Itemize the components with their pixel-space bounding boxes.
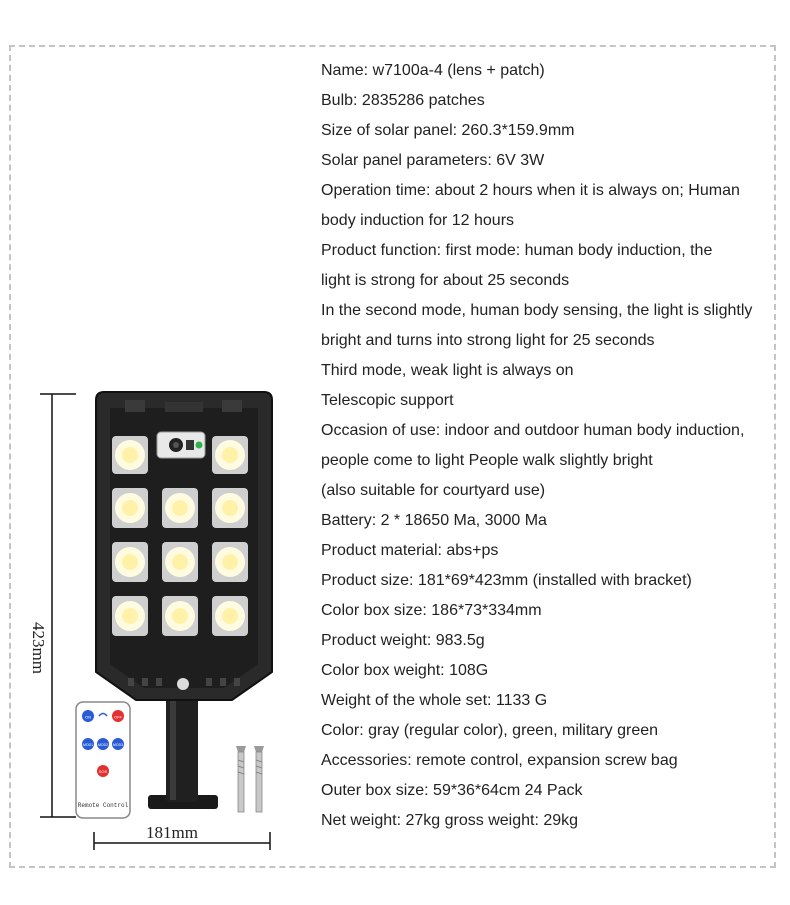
spec-line: Color: gray (regular color), green, military green [321,722,659,739]
led-module [112,596,148,636]
spec-line: Color box size: 186*73*334mm [321,602,542,619]
spec-line: Product function: first mode: human body induction, the [321,242,713,259]
expansion-screws [236,746,264,812]
led-module [112,436,148,474]
height-dimension-label: 423mm [29,622,48,674]
spec-line: Product weight: 983.5g [321,632,485,649]
led-module [112,488,148,528]
remote-on-label: ON [85,714,91,720]
spec-line: Operation time: about 2 hours when it is always on; Human [321,182,740,199]
spec-line: people come to light People walk slightly bright [321,452,653,469]
spec-line: Weight of the whole set: 1133 G [321,692,548,709]
spec-list [321,56,781,836]
product-illustration [0,0,300,900]
led-module [162,542,198,582]
spec-line: Net weight: 27kg gross weight: 29kg [321,812,579,829]
spec-line: Bulb: 2835286 patches [321,92,485,109]
spec-line: Color box weight: 108G [321,662,489,679]
spec-line: Accessories: remote control, expansion screw bag [321,752,678,769]
width-dimension-label: 181mm [146,823,198,842]
spec-line: bright and turns into strong light for 25 seconds [321,332,655,349]
spec-line: Product material: abs+ps [321,542,499,559]
led-module [212,596,248,636]
product-drawing [0,0,300,900]
remote-off-label: OFF [114,714,122,720]
spec-line: (also suitable for courtyard use) [321,482,546,499]
spec-line: Solar panel parameters: 6V 3W [321,152,545,169]
remote-mode3-label: MOD3 [112,743,124,747]
sensor-module [157,432,205,458]
spec-line: Third mode, weak light is always on [321,362,574,379]
height-dimension-line [40,394,76,817]
spec-line: Occasion of use: indoor and outdoor human body induction, [321,422,745,439]
remote-mode2-label: MOD2 [97,743,109,747]
spec-line: light is strong for about 25 seconds [321,272,570,289]
led-module [212,542,248,582]
led-module [212,436,248,474]
spec-line: Product size: 181*69*423mm (installed with bracket) [321,572,692,589]
spec-line: Telescopic support [321,392,454,409]
led-module [112,542,148,582]
led-module [162,488,198,528]
remote-mode1-label: MOD1 [82,743,94,747]
led-module [212,488,248,528]
remote-sos-label: SOS [98,769,108,774]
led-module [162,596,198,636]
spec-line: Size of solar panel: 260.3*159.9mm [321,122,575,139]
spec-line: In the second mode, human body sensing, the light is slightly [321,302,753,319]
spec-line: Battery: 2 * 18650 Ma, 3000 Ma [321,512,547,529]
spec-line: Name: w7100a-4 (lens + patch) [321,62,545,79]
spec-line: body induction for 12 hours [321,212,515,229]
remote-footer-label: Remote Control [77,802,129,809]
spec-line: Outer box size: 59*36*64cm 24 Pack [321,782,583,799]
